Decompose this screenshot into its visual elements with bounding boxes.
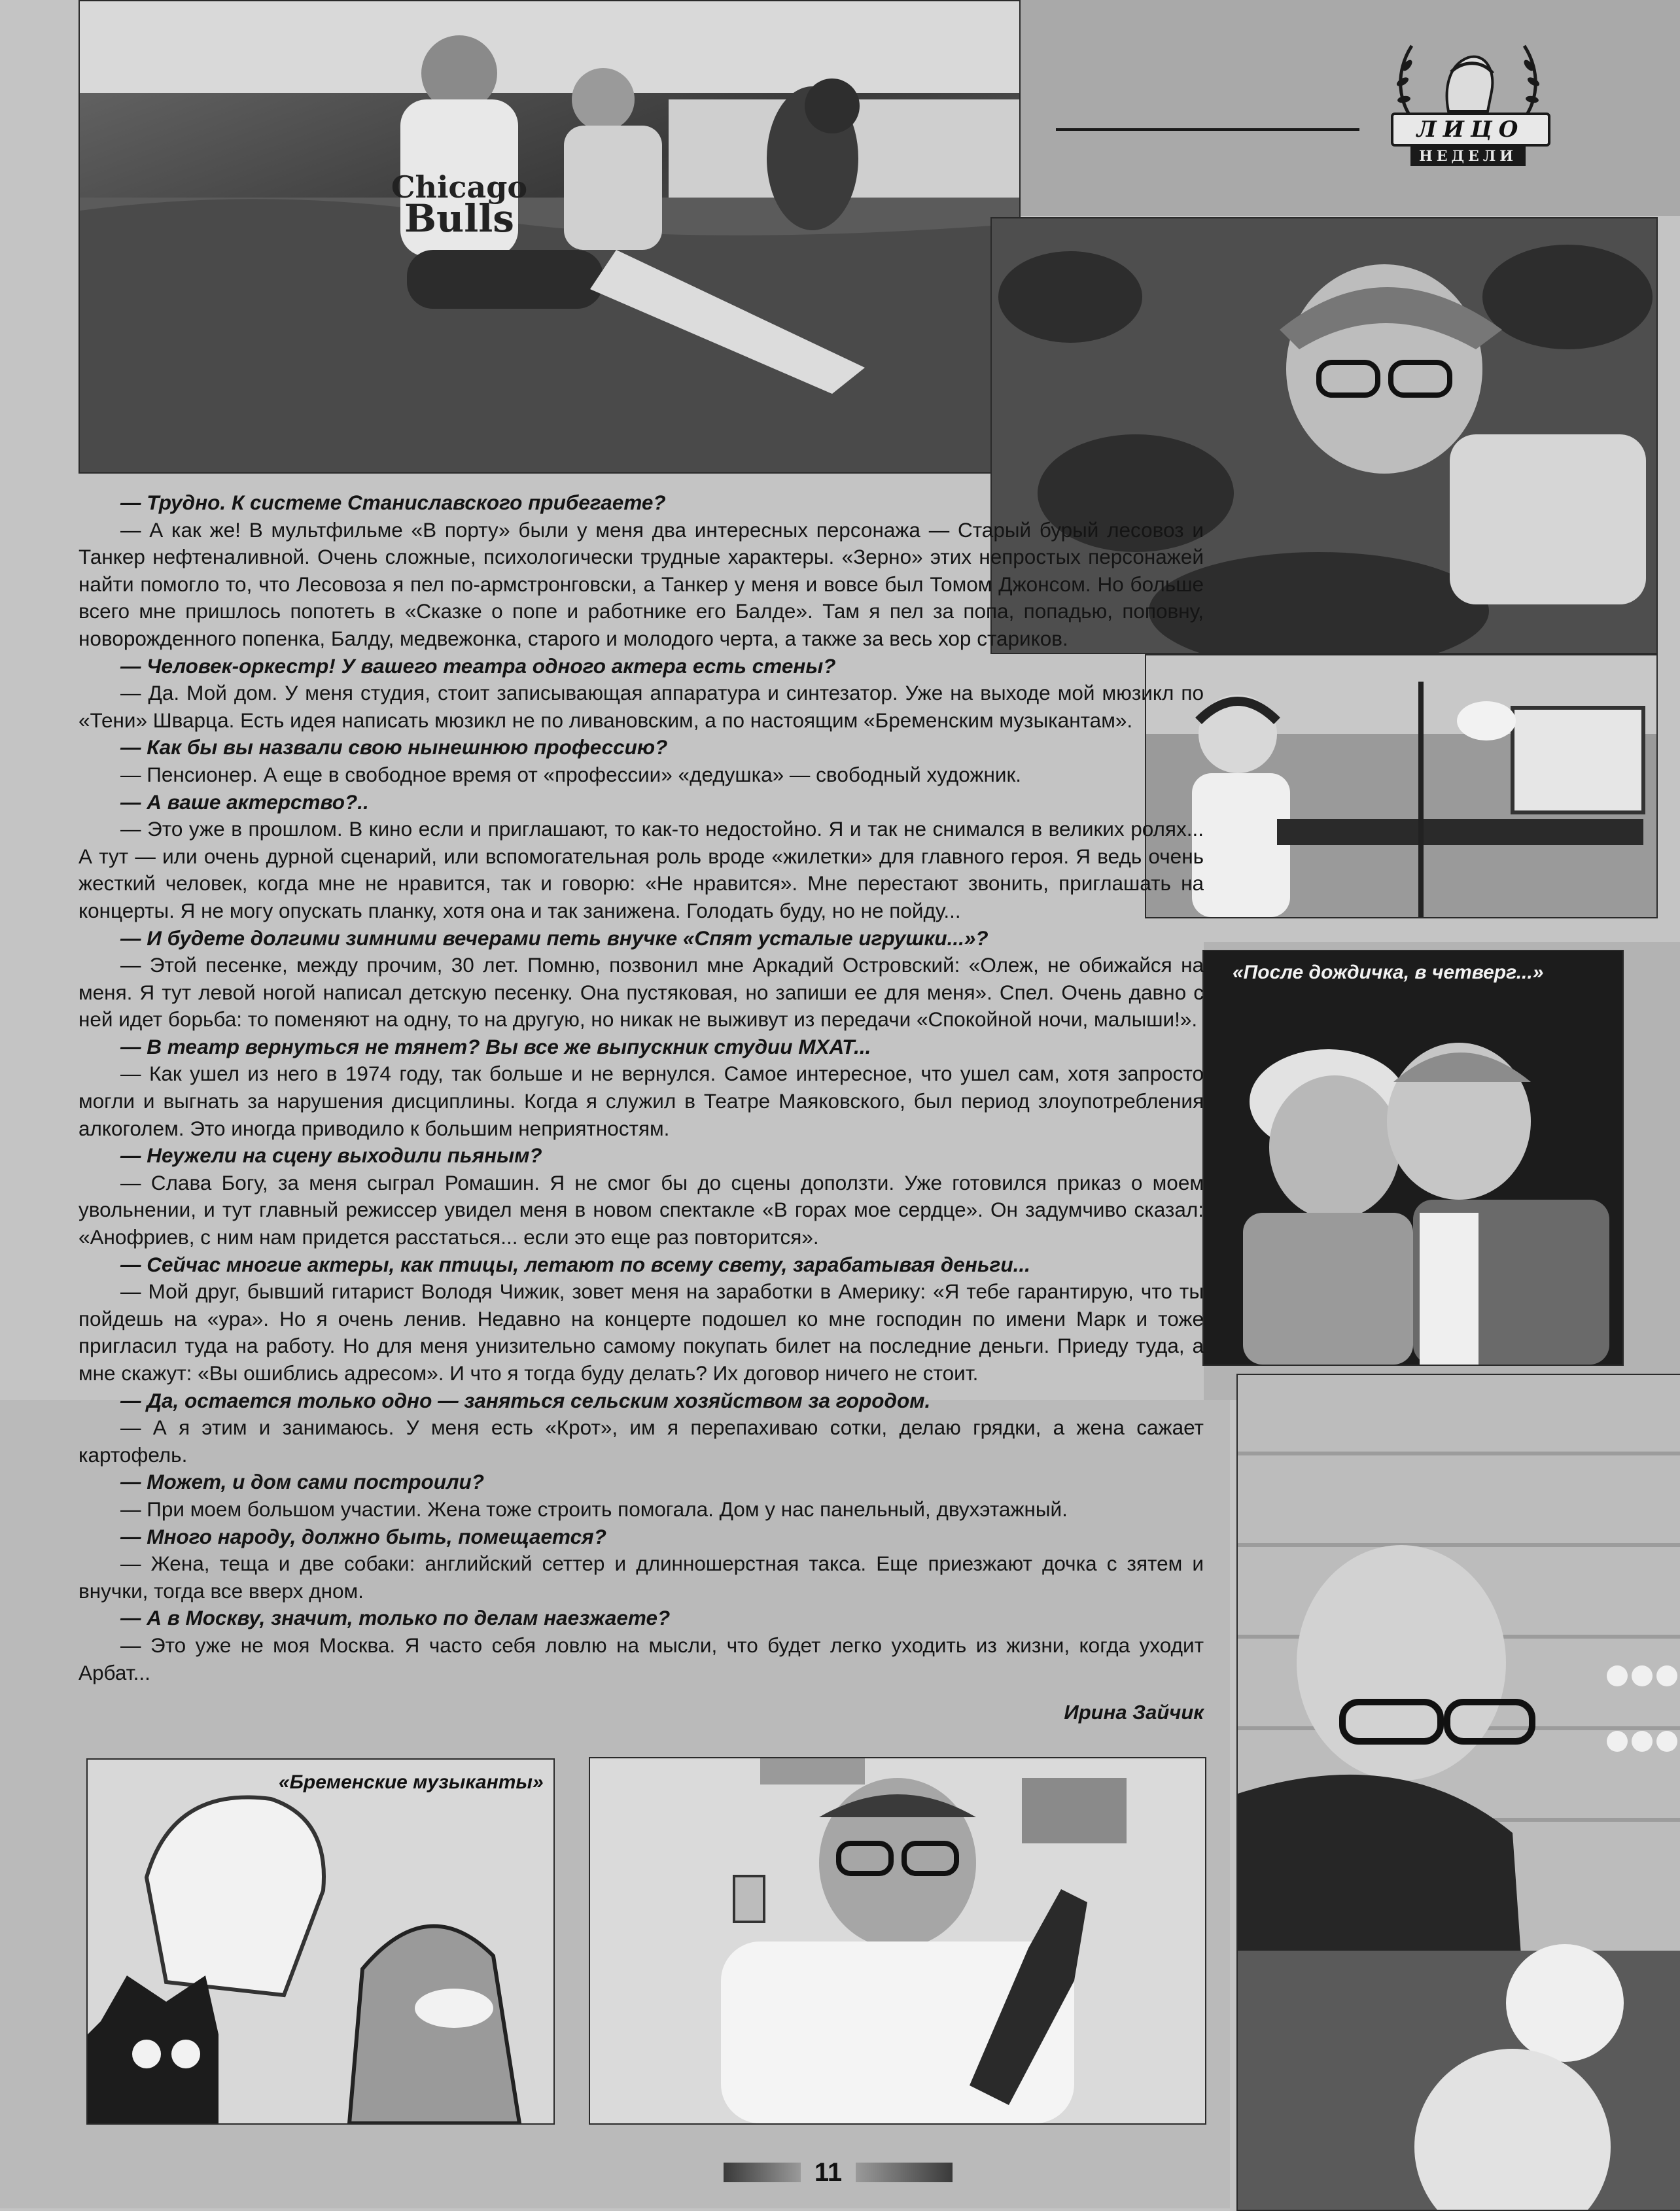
interview-answer: — Как ушел из него в 1974 году, так больше и не вернулся. Самое интересное, что ушел сам, хотя запросто могли и выгнать за нарушения дисциплины. Когда я служил в Театре Маяковского, был период злоупотребления алкоголем. Это иногда приводило к большим неприятностям. (79, 1062, 1204, 1140)
interview-answer: — А я этим и занимаюсь. У меня есть «Крот», им я перепахиваю сотки, делаю грядки, а жена сажает картофель. (79, 1416, 1204, 1467)
interview-question: — Много народу, должно быть, помещается? (120, 1524, 606, 1548)
logo-subtitle: НЕДЕЛИ (1410, 147, 1526, 166)
page-number: 11 (814, 2158, 843, 2187)
interview-question: — Сейчас многие актеры, как птицы, летают по всему свету, зарабатывая деньги... (120, 1252, 1030, 1276)
interview-answer: — Этой песенке, между прочим, 30 лет. Помню, позвонил мне Аркадий Островский: «Олеж, не обижайся на меня. Я тут левой ногой написал детскую песенку. Она пустяковая, но запиши ее для меня». Спел. Очень давно с ней идет борьба: то поменяют на одну, то на другую, но никак не выживут из передачи «Спокойной ночи, малыши!». (79, 953, 1204, 1032)
interview-question: — Трудно. К системе Станиславского прибегаете? (120, 491, 666, 514)
studio-illustration (1146, 655, 1656, 917)
bottle-man-illustration (590, 1758, 1205, 2123)
interview-question: — Неужели на сцену выходили пьяным? (120, 1143, 542, 1168)
stage-illustration (1204, 951, 1622, 1365)
couple-dog-illustration (80, 1, 1019, 472)
interview-answer: — Это уже в прошлом. В кино если и приглашают, то как-то недостойно. Я и так не снимался в великих ролях... А тут — или очень дурной сценарий, или вспомогательная роль вроде «жилетки» для главного героя. Я ведь очень жесткий человек, когда мне не нравится, так и говорю: «Не нравится». Мне перестают звонить, приглашать на концерты. Я не могу опускать планку, хотя она и так занижена. Голодать буду, но не пойду... (79, 817, 1204, 922)
interview-answer: — Да. Мой дом. У меня студия, стоит записывающая аппаратура и синтезатор. Уже на выходе мой мюзикл по «Тени» Шварца. Есть идея написать мюзикл не по ливановским, а по настоящим «Бременским музыкантам». (79, 681, 1204, 732)
logo-word: ЛИЦО (1391, 113, 1550, 147)
top-right-panel (1018, 0, 1680, 216)
interview-question: — В театр вернуться не тянет? Вы все же выпускник студии МХАТ... (120, 1034, 871, 1058)
interview-question: — А в Москву, значит, только по делам наезжаете? (120, 1606, 671, 1630)
tshirt-text-chicago: Chicago (391, 169, 528, 205)
page-number-bar-right (856, 2163, 953, 2182)
interview-answer: — А как же! В мультфильме «В порту» были у меня два интересных персонажа — Старый бурый лесовоз и Танкер нефтеналивной. Очень сложные, психологически трудные характеры. «Зерно» этих непростых персонажей найти помогло то, что Лесовоза я пел по-армстронговски, а Танкер у меня и вовсе был Томом Джонсом. Но больше всего мне пришлось попотеть в «Сказке о попе и работнике его Балде». Там я пел за попа, попадью, поповну, новорожденного попенка, Балду, медвежонка, старого и молодого черта, а также за весь хор стариков. (79, 517, 1204, 650)
photo-man-with-bottle (589, 1757, 1206, 2125)
interview-question: — Да, остается только одно — заняться сельским хозяйством за городом. (120, 1388, 931, 1412)
face-of-week-logo (1371, 26, 1565, 171)
interview-answer: — Пенсионер. А еще в свободное время от «профессии» «дедушка» — свободный художник. (120, 762, 1022, 786)
interview-answer: — При моем большом участии. Жена тоже строить помогала. Дом у нас панельный, двухэтажный. (120, 1497, 1068, 1521)
caption-rain-thursday: «После дождичка, в четверг...» (1233, 962, 1544, 983)
interview-question: — Человек-оркестр! У вашего театра одного актера есть стены? (120, 653, 836, 678)
photo-billiards (1236, 1374, 1680, 2211)
interview-answer: — Жена, теща и две собаки: английский сеттер и длинношерстная такса. Еще приезжают дочка с зятем и внучки, тогда все вверх дном. (79, 1552, 1204, 1603)
photo-bremen-cartoon (86, 1758, 555, 2125)
interview-question: — А ваше актерство?.. (120, 790, 369, 814)
header-rule (1056, 128, 1359, 131)
photo-recording-studio (1145, 654, 1658, 918)
interview-answer: — Это уже не моя Москва. Я часто себя ловлю на мысли, что будет легко уходить из жизни, когда уходит Арбат... (79, 1633, 1204, 1684)
tshirt-text-bulls: Bulls (404, 196, 514, 241)
author-signature: Ирина Зайчик (1064, 1701, 1204, 1724)
billiards-illustration (1238, 1375, 1680, 2210)
interview-answer: — Слава Богу, за меня сыграл Ромашин. Я не смог бы до сцены доползти. Уже готовился приказ о моем увольнении, и тут главный режиссер увидел меня в новом спектакле «В горах мое сердце». Он задумчиво сказал: «Анофриев, с ним нам придется расстаться... если это еще раз повторится». (79, 1170, 1204, 1249)
photo-stage-play (1202, 950, 1624, 1366)
caption-bremen-musicians: «Бременские музыканты» (279, 1771, 544, 1793)
interview-answer: — Мой друг, бывший гитарист Володя Чижик, зовет меня на заработки в Америку: «Я тебе гарантирую, что ты пойдешь на «ура». Но я очень ленив. Недавно на концерте подошел ко мне господин по имени Марк и тоже пригласил туда на работу. Но для меня унизительно самому покупать билет на последние деньги. Приеду туда, а мне скажут: «Вы ошиблись адресом». И что я тогда буду делать? Их договор ничего не стоит. (79, 1280, 1204, 1385)
interview-article (79, 489, 1204, 1686)
interview-question: — Как бы вы назвали свою нынешнюю профессию? (120, 735, 668, 759)
page-number-bar-left (724, 2163, 801, 2182)
interview-question: — Может, и дом сами построили? (120, 1470, 485, 1494)
interview-question: — И будете долгими зимними вечерами петь внучке «Спят усталые игрушки...»? (120, 926, 989, 950)
cartoon-illustration (88, 1760, 553, 2123)
photo-couple-with-dog (79, 0, 1021, 474)
